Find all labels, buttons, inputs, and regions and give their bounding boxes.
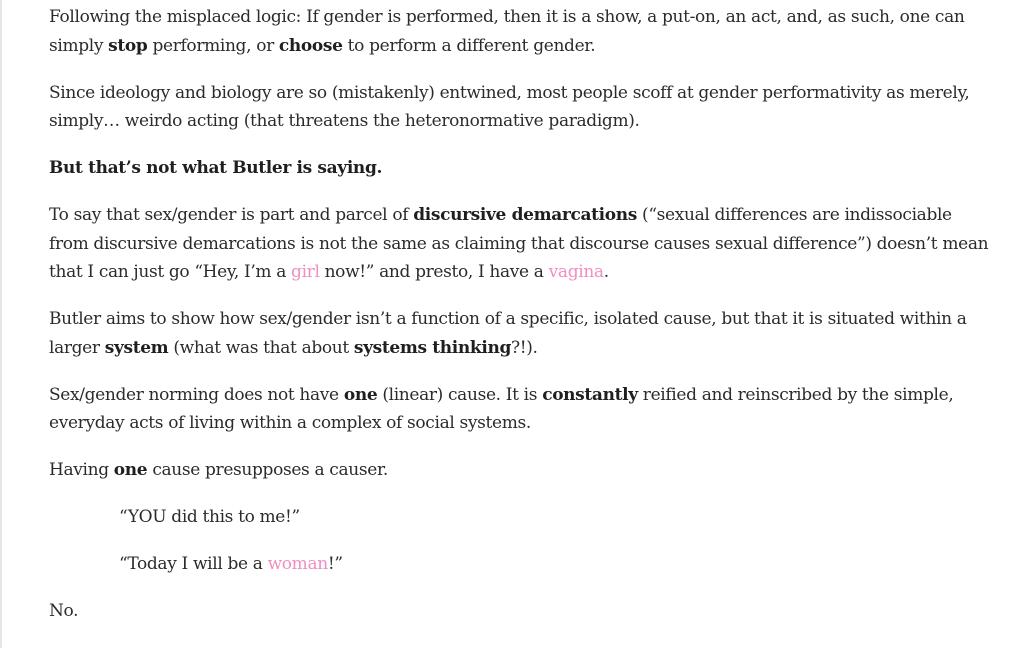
bold-stop: stop xyxy=(108,35,148,56)
quote-you-did-this xyxy=(119,503,989,532)
paragraph-text: to perform a different gender. xyxy=(342,35,596,56)
paragraph-butler-statement xyxy=(49,154,989,183)
quote-text: !” xyxy=(327,554,343,574)
paragraph-ideology xyxy=(49,79,989,136)
bold-choose: choose xyxy=(278,35,343,56)
paragraph-text: (linear) cause. It is xyxy=(377,384,543,405)
paragraph-system xyxy=(49,305,989,362)
left-border xyxy=(0,0,2,648)
paragraph-text: No. xyxy=(49,601,79,621)
paragraph-text: (“sexual differences are indissociable from discursive demarcations is not the same as claiming that discourse causes sexual difference”) doesn’t mean that I can just go “Hey, I’m a xyxy=(49,205,989,282)
paragraph-no xyxy=(49,597,989,626)
paragraph-text: now!” and presto, I have a xyxy=(319,262,549,282)
bold-statement: But that’s not what Butler is saying. xyxy=(49,158,383,178)
quote-text: “YOU did this to me!” xyxy=(119,507,300,527)
link-vagina[interactable]: vagina xyxy=(548,262,604,282)
bold-systems-thinking: systems thinking xyxy=(353,337,512,358)
bold-discursive-demarcations: discursive demarcations xyxy=(413,205,637,225)
paragraph-causer xyxy=(49,456,989,485)
paragraph-text: reified and reinscribed by the simple, everyday acts of living within a complex of social systems. xyxy=(49,384,954,433)
link-girl[interactable]: girl xyxy=(291,262,320,282)
paragraph-text: Since ideology and biology are so (mistakenly) entwined, most people scoff at gender performativity as merely, simply… weirdo acting (that threatens the heteronormative paradigm). xyxy=(49,82,970,131)
paragraph-text: Having xyxy=(49,460,114,480)
paragraph-text: Following the misplaced logic: If gender is performed, then it is a show, a put-on, an act, and, as such, one can simply xyxy=(49,7,965,56)
paragraph-discursive xyxy=(49,201,989,287)
paragraph-misplaced-logic xyxy=(49,3,989,60)
bold-system: system xyxy=(104,337,169,358)
bold-constantly: constantly xyxy=(542,384,638,405)
bold-one: one xyxy=(113,460,148,480)
paragraph-norming xyxy=(49,381,989,438)
paragraph-text: ?!). xyxy=(511,337,538,358)
paragraph-text: cause presupposes a causer. xyxy=(147,460,388,480)
paragraph-text: performing, or xyxy=(147,35,279,56)
link-woman[interactable]: woman xyxy=(267,554,328,574)
paragraph-text: Sex/gender norming does not have xyxy=(49,384,344,405)
paragraph-text: (what was that about xyxy=(168,337,354,358)
paragraph-text: Butler aims to show how sex/gender isn’t a function of a specific, isolated cause, but that it is situated within a larger xyxy=(49,309,967,358)
bold-one: one xyxy=(343,384,378,405)
article-body xyxy=(49,3,989,644)
quote-text: “Today I will be a xyxy=(119,554,268,574)
quote-today-woman xyxy=(119,550,989,579)
paragraph-text: To say that sex/gender is part and parcel of xyxy=(49,205,414,225)
paragraph-text: . xyxy=(603,262,609,282)
